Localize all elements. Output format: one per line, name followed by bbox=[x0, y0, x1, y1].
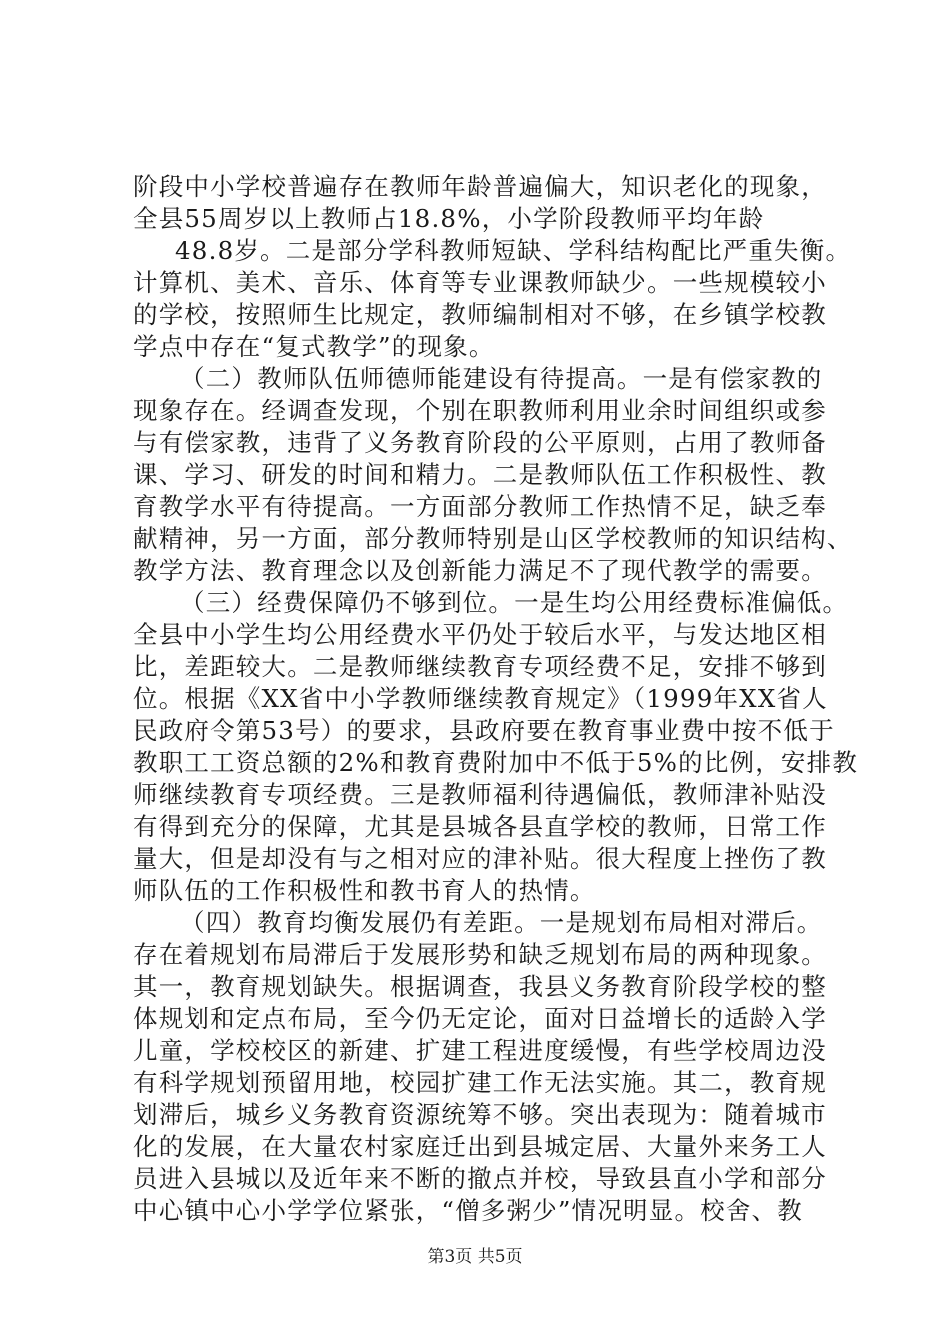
text-line: 有科学规划预留用地，校园扩建工作无法实施。其二，教育规 bbox=[133, 1068, 827, 1097]
text-line: 教学方法、教育理念以及创新能力满足不了现代教学的需要。 bbox=[133, 556, 827, 585]
page-footer: 第3页 共5页 bbox=[427, 1247, 523, 1267]
text-line: 其一，教育规划缺失。根据调查，我县义务教育阶段学校的整 bbox=[133, 972, 827, 1001]
text-line: 的学校，按照师生比规定，教师编制相对不够，在乡镇学校教 bbox=[133, 300, 827, 329]
text-line: 全县55周岁以上教师占18.8%，小学阶段教师平均年龄 bbox=[133, 204, 765, 233]
text-line: 员进入县城以及近年来不断的撤点并校，导致县直小学和部分 bbox=[133, 1164, 827, 1193]
text-line: 位。根据《XX省中小学教师继续教育规定》（1999年XX省人 bbox=[133, 684, 828, 713]
text-line: 划滞后，城乡义务教育资源统筹不够。突出表现为：随着城市 bbox=[133, 1100, 827, 1129]
text-line: （四）教育均衡发展仍有差距。一是规划布局相对滞后。 bbox=[180, 908, 823, 937]
text-line: 体规划和定点布局，至今仍无定论，面对日益增长的适龄入学 bbox=[133, 1004, 827, 1033]
text-line: 量大，但是却没有与之相对应的津补贴。很大程度上挫伤了教 bbox=[133, 844, 827, 873]
text-line: 比，差距较大。二是教师继续教育专项经费不足，安排不够到 bbox=[133, 652, 827, 681]
text-line: 课、学习、研发的时间和精力。二是教师队伍工作积极性、教 bbox=[133, 460, 827, 489]
text-line: 存在着规划布局滞后于发展形势和缺乏规划布局的两种现象。 bbox=[133, 940, 827, 969]
text-line: 学点中存在“复式教学”的现象。 bbox=[133, 332, 495, 361]
text-line: 民政府令第53号）的要求，县政府要在教育事业费中按不低于 bbox=[133, 716, 835, 745]
text-line: 师队伍的工作积极性和教书育人的热情。 bbox=[133, 876, 596, 905]
text-line: （三）经费保障仍不够到位。一是生均公用经费标准偏低。 bbox=[180, 588, 849, 617]
text-line: 计算机、美术、音乐、体育等专业课教师缺少。一些规模较小 bbox=[133, 268, 827, 297]
text-line: 与有偿家教，违背了义务教育阶段的公平原则，占用了教师备 bbox=[133, 428, 827, 457]
text-line: 全县中小学生均公用经费水平仍处于较后水平，与发达地区相 bbox=[133, 620, 827, 649]
text-line: 化的发展，在大量农村家庭迁出到县城定居、大量外来务工人 bbox=[133, 1132, 827, 1161]
text-line: 48.8岁。二是部分学科教师短缺、学科结构配比严重失衡。 bbox=[175, 236, 852, 265]
text-line: 现象存在。经调查发现，个别在职教师利用业余时间组织或参 bbox=[133, 396, 827, 425]
text-line: 师继续教育专项经费。三是教师福利待遇偏低，教师津补贴没 bbox=[133, 780, 827, 809]
text-line: 献精神，另一方面，部分教师特别是山区学校教师的知识结构、 bbox=[133, 524, 853, 553]
text-line: 阶段中小学校普遍存在教师年龄普遍偏大，知识老化的现象， bbox=[133, 172, 827, 201]
text-line: 儿童，学校校区的新建、扩建工程进度缓慢，有些学校周边没 bbox=[133, 1036, 827, 1065]
text-line: 有得到充分的保障，尤其是县城各县直学校的教师，日常工作 bbox=[133, 812, 827, 841]
text-line: 教职工工资总额的2%和教育费附加中不低于5%的比例，安排教 bbox=[133, 748, 859, 777]
text-line: 中心镇中心小学学位紧张，“僧多粥少”情况明显。校舍、教 bbox=[133, 1196, 803, 1225]
text-line: （二）教师队伍师德师能建设有待提高。一是有偿家教的 bbox=[180, 364, 823, 393]
text-line: 育教学水平有待提高。一方面部分教师工作热情不足，缺乏奉 bbox=[133, 492, 827, 521]
